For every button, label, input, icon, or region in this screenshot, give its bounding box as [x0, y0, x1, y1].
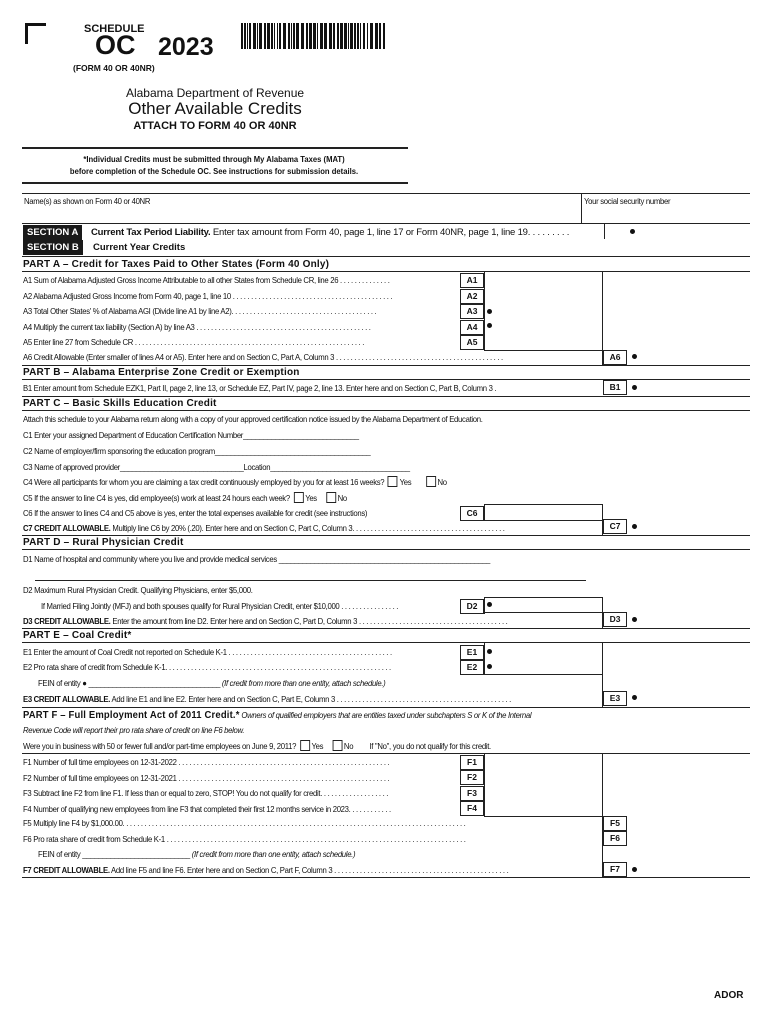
box-f1: F1	[460, 755, 484, 770]
line-a4: A4 Multiply the current tax liability (Section A) by line A3 . . . . . . . . . . . . . . . . . . . . . . . . . . . . . . . . . . . . . . . . . . . . . . . .	[23, 322, 371, 332]
box-e2: E2	[460, 660, 484, 675]
input-f7[interactable]	[627, 862, 749, 877]
dot-d2	[487, 602, 492, 607]
e-fein-note: (If credit from more than one entity, attach schedule.)	[221, 678, 386, 688]
c5-yes-checkbox[interactable]	[293, 492, 303, 503]
section-a-rest: Enter tax amount from Form 40, page 1, line 17 or Form 40NR, page 1, line 19. . . . . . . . .	[210, 227, 570, 238]
section-a-tag: SECTION A	[23, 225, 82, 240]
box-d2: D2	[460, 599, 484, 614]
line-a1: A1 Sum of Alabama Adjusted Gross Income Attributable to all other States from Schedule CR, line 26 . . . . . . . . . . . . . .	[23, 275, 390, 285]
c5-yes-label: Yes	[305, 493, 317, 503]
line-d1: D1 Name of hospital and community where you live and provide medical services _____________________________________________________	[23, 554, 491, 564]
c4-no-label: No	[437, 477, 447, 487]
input-f1[interactable]	[484, 754, 602, 769]
line-c3-location: Location___________________________________	[243, 462, 410, 472]
f-fein-line	[38, 849, 355, 859]
input-a5[interactable]	[484, 335, 602, 350]
box-f6: F6	[603, 831, 627, 846]
box-e1: E1	[460, 645, 484, 660]
input-b1[interactable]	[627, 380, 749, 395]
schedule-label: SCHEDULE	[84, 23, 145, 35]
line-a5: A5 Enter line 27 from Schedule CR . . . . . . . . . . . . . . . . . . . . . . . . . . . . . . . . . . . . . . . . . . . . . . . . . . . . . . . . . . . . . . .	[23, 337, 365, 347]
box-f4: F4	[460, 801, 484, 816]
line-b1: B1 Enter amount from Schedule EZK1, Part II, page 2, line 13, or Schedule EZ, Part IV, page 2, line 13. Enter here and on Section C, Part B, Column 3 .	[23, 383, 497, 393]
line-f7-bold: F7 CREDIT ALLOWABLE.	[23, 865, 110, 875]
attach-notice: ATTACH TO FORM 40 OR 40NR	[133, 120, 297, 132]
input-f4[interactable]	[484, 801, 602, 816]
box-b1: B1	[603, 380, 627, 395]
form-ref: (FORM 40 OR 40NR)	[73, 63, 155, 73]
ssn-input[interactable]	[584, 207, 748, 221]
dot-c7	[632, 524, 637, 529]
line-e2: E2 Pro rata share of credit from Schedule K-1. . . . . . . . . . . . . . . . . . . . . . . . . . . . . . . . . . . . . . . . . . . . . . . . . . . . . . . . . . . . . .	[23, 662, 391, 672]
dot-f7	[632, 867, 637, 872]
part-e-title: PART E – Coal Credit*	[23, 630, 132, 641]
input-f3[interactable]	[484, 785, 602, 800]
box-a5: A5	[460, 335, 484, 350]
line-e3	[23, 694, 511, 704]
section-a-input[interactable]	[604, 223, 751, 239]
line-d3-rest: Enter the amount from line D2. Enter here and on Section C, Part D, Column 3 . . . . . . . . . . . . . . . . . . . . . . . . . . . . . . . . . . . . . . . . .	[110, 616, 508, 626]
box-a6: A6	[603, 350, 627, 365]
dot-a6	[632, 354, 637, 359]
box-a1: A1	[460, 273, 484, 288]
line-c6: C6 If the answer to lines C4 and C5 above is yes, enter the total expenses available for credit (see instructions)	[23, 508, 368, 518]
section-b-text: Current Year Credits	[93, 242, 186, 253]
line-f4: F4 Number of qualifying new employees from line F3 that completed their first 12 months service in 2023. . . . . . . . . . . .	[23, 804, 391, 814]
input-e3[interactable]	[627, 691, 749, 706]
corner-mark	[25, 23, 46, 44]
f-fein-label[interactable]: FEIN of entity ___________________________	[38, 849, 190, 859]
line-c4-text: C4 Were all participants for whom you are claiming a tax credit continuously employed by you for at least 16 weeks?	[23, 477, 385, 487]
dot-d3	[632, 617, 637, 622]
part-c-title: PART C – Basic Skills Education Credit	[23, 398, 217, 409]
box-a2: A2	[460, 289, 484, 304]
line-f5: F5 Multiply line F4 by $1,000.00. . . . . . . . . . . . . . . . . . . . . . . . . . . . . . . . . . . . . . . . . . . . . . . . . . . . . . . . . . . . . . . . . . . . . . . . . . . . . . . . . . . . . . . . . . . . . .	[23, 818, 466, 828]
input-a3[interactable]	[484, 304, 602, 319]
box-a4: A4	[460, 320, 484, 335]
f-yes-checkbox[interactable]	[300, 740, 310, 751]
line-c5-text: C5 If the answer to line C4 is yes, did employee(s) work at least 24 hours each week?	[23, 493, 290, 503]
f-fein-note: (If credit from more than one entity, attach schedule.)	[191, 849, 356, 859]
section-b-tag: SECTION B	[23, 240, 83, 255]
box-c6: C6	[460, 506, 484, 521]
line-d3-bold: D3 CREDIT ALLOWABLE.	[23, 616, 111, 626]
line-c4	[23, 476, 447, 487]
dot-b1	[632, 385, 637, 390]
line-f6: F6 Pro rata share of credit from Schedule K-1 . . . . . . . . . . . . . . . . . . . . . . . . . . . . . . . . . . . . . . . . . . . . . . . . . . . . . . . . . . . . . . . . . . . . . . . . . . . . . . . . . .	[23, 834, 466, 844]
name-input[interactable]	[24, 207, 574, 221]
f-question-text: Were you in business with 50 or fewer full and/or part-time employees on June 9, 2011?	[23, 741, 297, 751]
mat-note-line1: *Individual Credits must be submitted through My Alabama Taxes (MAT)	[83, 154, 345, 164]
line-d1-underline[interactable]	[35, 580, 586, 581]
input-a4[interactable]	[484, 320, 602, 335]
e-fein-dot: ●	[82, 678, 87, 688]
department-name: Alabama Department of Revenue	[125, 86, 305, 100]
line-f7	[23, 865, 508, 875]
c5-no-label: No	[337, 493, 347, 503]
line-c3-provider: C3 Name of approved provider_______________________________	[23, 462, 244, 472]
part-d-title: PART D – Rural Physician Credit	[23, 537, 184, 548]
line-f1: F1 Number of full time employees on 12-31-2022 . . . . . . . . . . . . . . . . . . . . . . . . . . . . . . . . . . . . . . . . . . . . . . . . . . . . . . . . . .	[23, 757, 390, 767]
f-yes-label: Yes	[311, 741, 324, 751]
dot-e3	[632, 695, 637, 700]
line-f7-rest: Add line F5 and line F6. Enter here and on Section C, Part F, Column 3 . . . . . . . . . . . . . . . . . . . . . . . . . . . . . . . . . . . . . . . . . . . . . . . .	[109, 865, 509, 875]
box-f3: F3	[460, 786, 484, 801]
tax-year: 2023	[158, 33, 214, 61]
input-f2[interactable]	[484, 770, 602, 785]
input-f5[interactable]	[627, 816, 749, 831]
section-a-bold: Current Tax Period Liability.	[91, 227, 211, 238]
c4-yes-label: Yes	[399, 477, 412, 487]
line-a6: A6 Credit Allowable (Enter smaller of lines A4 or A5). Enter here and on Section C, Part A, Column 3 . . . . . . . . . . . . . . . . . . . . . . . . . . . . . . . . . . . . . . . . . . . . . .	[23, 352, 503, 362]
input-a2[interactable]	[484, 289, 602, 304]
line-a2: A2 Alabama Adjusted Gross Income from Form 40, page 1, line 10 . . . . . . . . . . . . . . . . . . . . . . . . . . . . . . . . . . . . . . . . . . . .	[23, 291, 393, 301]
input-f6[interactable]	[627, 831, 749, 846]
line-f2: F2 Number of full time employees on 12-31-2021 . . . . . . . . . . . . . . . . . . . . . . . . . . . . . . . . . . . . . . . . . . . . . . . . . . . . . . . . . .	[23, 773, 390, 783]
f-no-label: No	[343, 741, 354, 751]
barcode	[241, 23, 386, 49]
line-c5	[23, 492, 347, 503]
part-c-intro: Attach this schedule to your Alabama return along with a copy of your approved certification notice issued by the Alabama Department of Education.	[23, 414, 483, 424]
name-field-label: Name(s) as shown on Form 40 or 40NR	[24, 196, 151, 206]
input-e1[interactable]	[484, 643, 602, 658]
line-c7-bold: C7 CREDIT ALLOWABLE.	[23, 523, 111, 533]
e-fein-input[interactable]: _________________________________	[88, 678, 221, 688]
box-f7: F7	[603, 862, 627, 877]
line-e1: E1 Enter the amount of Coal Credit not reported on Schedule K-1 . . . . . . . . . . . . . . . . . . . . . . . . . . . . . . . . . . . . . . . . . . . . .	[23, 647, 392, 657]
line-e3-rest: Add line E1 and line E2. Enter here and on Section C, Part E, Column 3 . . . . . . . . . . . . . . . . . . . . . . . . . . . . . . . . . . . . . . . . . . . . . . . .	[110, 694, 511, 704]
dot-a3	[487, 309, 492, 314]
input-a1[interactable]	[484, 273, 602, 288]
e-fein-label: FEIN of entity	[38, 678, 81, 688]
line-f3: F3 Subtract line F2 from line F1. If less than or equal to zero, STOP! You do not qualify for credit. . . . . . . . . . . . . . . . . . .	[23, 788, 389, 798]
page-title: Other Available Credits	[128, 99, 302, 118]
line-c1: C1 Enter your assigned Department of Education Certification Number_____________________________	[23, 430, 359, 440]
line-c7	[23, 523, 505, 533]
dot-e1	[487, 649, 492, 654]
box-f5: F5	[603, 816, 627, 831]
part-b-title: PART B – Alabama Enterprise Zone Credit or Exemption	[23, 367, 300, 378]
e-fein-line	[38, 678, 385, 688]
line-c7-rest: Multiply line C6 by 20% (.20). Enter here and on Section C, Part C, Column 3. . . . . . . . . . . . . . . . . . . . . . . . . . . . . . . . . . . . . . . . . .	[110, 523, 505, 533]
box-a3: A3	[460, 304, 484, 319]
input-c6[interactable]	[484, 504, 603, 521]
line-d2: D2 Maximum Rural Physician Credit. Qualifying Physicians, enter $5,000.	[23, 585, 253, 595]
line-e3-bold: E3 CREDIT ALLOWABLE.	[23, 694, 111, 704]
ssn-field-label: Your social security number	[584, 196, 671, 206]
line-c3	[23, 462, 410, 472]
input-a6[interactable]	[627, 350, 749, 365]
dot-a4	[487, 323, 492, 328]
f-question-note: If "No", you do not qualify for this credit.	[369, 741, 491, 751]
line-c2: C2 Name of employer/firm sponsoring the education program_______________________________________	[23, 446, 371, 456]
c5-no-checkbox[interactable]	[326, 492, 336, 503]
line-d3	[23, 616, 507, 626]
part-f-question	[23, 740, 491, 751]
section-a-text	[91, 227, 569, 238]
box-f2: F2	[460, 770, 484, 785]
part-f-title-note: Owners of qualified employers that are entities taxed under subchapters S or K of the Internal	[239, 710, 532, 720]
input-d3[interactable]	[627, 612, 749, 627]
mat-note-line2: before completion of the Schedule OC. See instructions for submission details.	[69, 166, 359, 176]
f-no-checkbox[interactable]	[332, 740, 342, 751]
c4-yes-checkbox[interactable]	[388, 476, 398, 487]
schedule-code: OC	[95, 30, 136, 60]
line-a3: A3 Total Other States' % of Alabama AGI (Divide line A1 by line A2). . . . . . . . . . . . . . . . . . . . . . . . . . . . . . . . . . . . . . . .	[23, 306, 377, 316]
box-c7: C7	[603, 519, 627, 534]
part-f-title-note2: Revenue Code will report their pro rata share of credit on line F6 below.	[23, 725, 245, 735]
line-d2b: If Married Filing Jointly (MFJ) and both spouses qualify for Rural Physician Credit, enter $10,000 . . . . . . . . . . . . . . . .	[41, 601, 399, 611]
part-a-title: PART A – Credit for Taxes Paid to Other States (Form 40 Only)	[23, 259, 330, 270]
part-f-title-bold: PART F – Full Employment Act of 2011 Credit.*	[23, 709, 240, 721]
agency-mark: ADOR	[714, 990, 744, 1001]
c4-no-checkbox[interactable]	[426, 476, 436, 487]
input-e2[interactable]	[484, 659, 602, 674]
box-e3: E3	[603, 691, 627, 706]
box-d3: D3	[603, 612, 627, 627]
input-c7[interactable]	[627, 519, 749, 534]
section-a-dot	[630, 229, 635, 234]
part-f-title	[23, 709, 531, 721]
dot-e2	[487, 664, 492, 669]
